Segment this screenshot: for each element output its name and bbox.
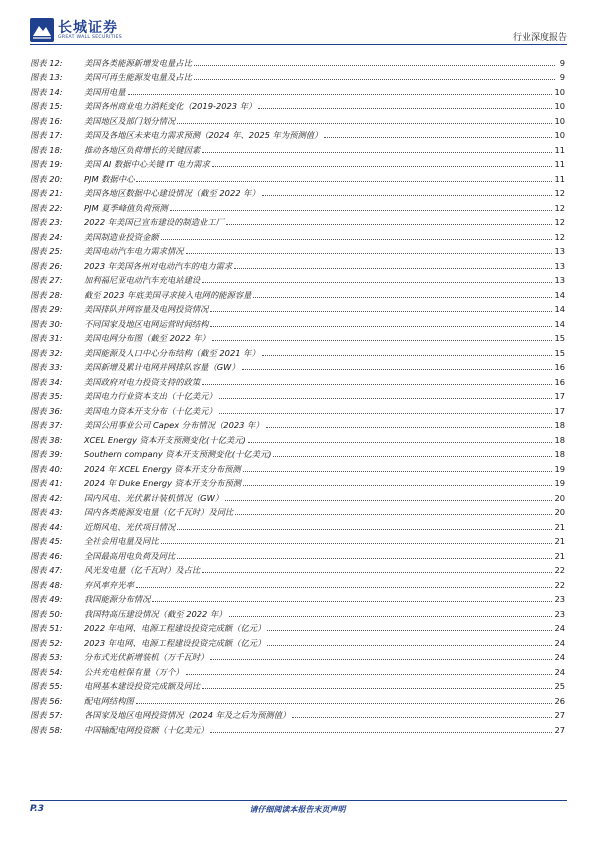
toc-entry[interactable]: [30, 184, 565, 199]
company-logo: [30, 17, 160, 45]
toc-entry-page: 18: [554, 420, 565, 430]
toc-entry-page: 24: [554, 652, 565, 662]
toc-dot-leader: [242, 369, 553, 370]
toc-entry-title: 电网基本建设投资完成额及同比: [84, 681, 201, 691]
toc-entry[interactable]: [30, 619, 565, 634]
toc-entry-page: 11: [554, 144, 565, 155]
toc-entry[interactable]: [30, 53, 565, 68]
toc-entry-label: 图表 50:: [30, 608, 63, 619]
toc-dot-leader: [266, 427, 553, 428]
toc-entry-title: 推动各地区负荷增长的关键因素: [84, 144, 201, 155]
toc-entry-page: 14: [554, 289, 565, 300]
toc-entry[interactable]: [30, 633, 565, 648]
toc-entry-title: 美国政府对电力投资支持的政策: [84, 376, 201, 387]
toc-dot-leader: [267, 630, 552, 631]
toc-entry-page: 24: [554, 666, 565, 677]
toc-entry-page: 20: [554, 507, 565, 517]
toc-entry-page: 13: [554, 260, 565, 271]
toc-entry-title: 2022 年美国已宣布建设的制造业工厂: [84, 217, 224, 227]
toc-entry-title: 美国可再生能源发电量及占比: [84, 72, 192, 82]
toc-entry-label: 图表 18:: [30, 144, 63, 155]
toc-entry-label: 图表 30:: [30, 318, 63, 329]
toc-entry[interactable]: [30, 68, 565, 83]
toc-entry-label: 图表 46:: [30, 550, 63, 561]
toc-dot-leader: [136, 587, 553, 588]
toc-entry-title: 美国及各地区未来电力需求预测（2024 年、2025 年为预测值）: [84, 130, 323, 140]
toc-entry-title: 分布式光伏新增装机（万千瓦时）: [84, 652, 209, 662]
toc-entry[interactable]: [30, 677, 565, 692]
toc-entry-page: 14: [554, 318, 565, 329]
toc-entry-label: 图表 12:: [30, 57, 63, 68]
toc-entry-title: 我国特高压建设情况（截至 2022 年）: [84, 608, 227, 619]
toc-entry-page: 11: [554, 173, 565, 184]
toc-entry-title: 美国电网分布图（截至 2022 年）: [84, 333, 210, 343]
toc-entry-page: 12: [554, 231, 565, 242]
toc-dot-leader: [210, 326, 552, 327]
header-divider: [30, 44, 567, 45]
toc-entry[interactable]: [30, 561, 565, 576]
toc-entry[interactable]: [30, 271, 565, 286]
toc-entry-page: 15: [554, 347, 565, 358]
toc-entry-page: 21: [554, 536, 565, 546]
toc-entry-label: 图表 16:: [30, 115, 63, 126]
toc-entry-page: 9: [559, 57, 565, 68]
toc-entry-page: 11: [554, 159, 565, 169]
toc-entry[interactable]: [30, 387, 565, 402]
toc-entry-label: 图表 49:: [30, 594, 63, 604]
logo-text-en: GREAT WALL SECURITIES: [58, 35, 122, 40]
toc-entry-page: 21: [554, 550, 565, 561]
toc-entry-label: 图表 52:: [30, 637, 63, 648]
toc-entry-title: 风光发电量（亿千瓦时）及占比: [84, 565, 201, 575]
toc-entry[interactable]: [30, 256, 565, 271]
toc-entry[interactable]: [30, 198, 565, 213]
toc-dot-leader: [210, 659, 552, 660]
toc-dot-leader: [229, 616, 553, 617]
toc-entry-page: 20: [554, 492, 565, 503]
toc-entry-label: 图表 24:: [30, 231, 63, 242]
toc-dot-leader: [136, 703, 553, 704]
toc-entry-page: 10: [554, 86, 565, 97]
toc-dot-leader: [324, 137, 552, 138]
toc-entry-title: PJM 数据中心: [84, 173, 135, 184]
toc-entry-label: 图表 48:: [30, 579, 63, 590]
toc-entry-page: 12: [554, 188, 565, 198]
toc-entry-title: 全国最高用电负荷及同比: [84, 550, 176, 561]
toc-entry-label: 图表 51:: [30, 623, 63, 633]
toc-entry-label: 图表 42:: [30, 492, 63, 503]
toc-entry-title: 美国电力资本开支分布（十亿美元）: [84, 405, 217, 416]
toc-entry-title: 美国电动汽车电力需求情况: [84, 246, 184, 256]
toc-dot-leader: [128, 94, 553, 95]
toc-entry-label: 图表 45:: [30, 536, 63, 546]
toc-entry-page: 19: [554, 478, 565, 488]
toc-entry-title: 美国地区及部门划分情况: [84, 115, 176, 126]
toc-entry-label: 图表 26:: [30, 260, 63, 271]
toc-entry-label: 图表 28:: [30, 289, 63, 300]
toc-dot-leader: [253, 297, 552, 298]
toc-entry-label: 图表 34:: [30, 376, 63, 387]
toc-entry[interactable]: [30, 242, 565, 257]
toc-entry-title: 全社会用电量及同比: [84, 536, 159, 546]
toc-entry-label: 图表 21:: [30, 188, 63, 198]
toc-entry-title: 各国家及地区电网投资情况（2024 年及之后为预测值）: [84, 710, 291, 720]
toc-entry-title: 美国排队并网容量及电网投资情况: [84, 304, 209, 314]
toc-dot-leader: [210, 311, 552, 312]
toc-entry-label: 图表 22:: [30, 202, 63, 213]
toc-entry-title: 截至 2023 年底美国寻求接入电网的能源容量: [84, 289, 252, 300]
toc-entry-page: 23: [554, 594, 565, 604]
toc-entry[interactable]: [30, 706, 565, 721]
logo-text-cn: 长城证券: [58, 20, 118, 36]
toc-entry-page: 17: [554, 405, 565, 416]
toc-entry-title: 弃风率弃光率: [84, 579, 134, 590]
toc-entry-page: 22: [554, 565, 565, 575]
toc-entry[interactable]: [30, 314, 565, 329]
toc-entry-title: 美国 AI 数据中心关键 IT 电力需求: [84, 159, 210, 169]
toc-entry-label: 图表 25:: [30, 246, 63, 256]
toc-entry-page: 12: [554, 217, 565, 227]
toc-entry-label: 图表 13:: [30, 72, 63, 82]
toc-entry[interactable]: [30, 126, 565, 141]
toc-entry-page: 10: [554, 115, 565, 126]
toc-dot-leader: [136, 181, 552, 182]
toc-dot-leader: [235, 514, 552, 515]
toc-entry-title: 2023 年电网、电源工程建设投资完成额（亿元）: [84, 637, 266, 648]
toc-entry-page: 26: [554, 695, 565, 706]
toc-entry[interactable]: [30, 227, 565, 242]
toc-entry-title: 美国用电量: [84, 86, 126, 97]
toc-entry-label: 图表 15:: [30, 101, 63, 111]
toc-entry-label: 图表 40:: [30, 463, 63, 474]
toc-entry-label: 图表 35:: [30, 391, 63, 401]
toc-entry-label: 图表 56:: [30, 695, 63, 706]
toc-entry[interactable]: [30, 720, 565, 735]
toc-entry-title: XCEL Energy 资本开支预测变化(十亿美元): [84, 434, 246, 445]
toc-entry[interactable]: [30, 285, 565, 300]
toc-entry[interactable]: [30, 604, 565, 619]
toc-entry-title: 中国输配电网投资额（十亿美元）: [84, 724, 209, 735]
toc-entry-page: 16: [554, 376, 565, 387]
toc-entry-title: 美国制造业投资金额: [84, 231, 159, 242]
toc-entry[interactable]: [30, 300, 565, 315]
toc-dot-leader: [212, 166, 553, 167]
toc-entry-page: 10: [554, 130, 565, 140]
toc-entry-page: 27: [554, 710, 565, 720]
toc-entry-page: 12: [554, 202, 565, 213]
toc-dot-leader: [170, 210, 553, 211]
toc-dot-leader: [152, 601, 552, 602]
toc-entry[interactable]: [30, 691, 565, 706]
toc-entry-label: 图表 39:: [30, 449, 63, 459]
toc-dot-leader: [292, 717, 552, 718]
toc-dot-leader: [219, 398, 553, 399]
toc-dot-leader: [273, 456, 552, 457]
toc-entry[interactable]: [30, 503, 565, 518]
toc-entry-title: 配电网结构图: [84, 695, 134, 706]
toc-entry[interactable]: [30, 213, 565, 228]
toc-entry-title: 美国新增及累计电网并网排队容量（GW）: [84, 362, 240, 372]
toc-entry-title: 美国各类能源新增发电量占比: [84, 57, 192, 68]
toc-dot-leader: [267, 645, 552, 646]
toc-dot-leader: [194, 65, 555, 66]
toc-entry[interactable]: [30, 343, 565, 358]
toc-entry-label: 图表 14:: [30, 86, 63, 97]
toc-entry-title: Southern company 资本开支预测变化(十亿美元): [84, 449, 272, 459]
toc-entry-page: 10: [554, 101, 565, 111]
toc-entry-title: 美国公用事业公司 Capex 分布情况（2023 年）: [84, 420, 264, 430]
toc-entry-label: 图表 58:: [30, 724, 63, 735]
toc-dot-leader: [262, 355, 553, 356]
toc-entry-title: 不同国家及地区电网运营时间结构: [84, 318, 209, 329]
toc-entry[interactable]: [30, 155, 565, 170]
toc-entry-title: 2024 年 Duke Energy 资本开支分布预测: [84, 478, 242, 488]
toc-entry-title: 美国电力行业资本支出（十亿美元）: [84, 391, 217, 401]
toc-entry-page: 13: [554, 275, 565, 285]
toc-dot-leader: [243, 485, 552, 486]
toc-entry-label: 图表 36:: [30, 405, 63, 416]
toc-entry-page: 9: [559, 72, 565, 82]
toc-entry[interactable]: [30, 82, 565, 97]
toc-dot-leader: [210, 732, 552, 733]
toc-entry-page: 24: [554, 637, 565, 648]
toc-entry[interactable]: [30, 329, 565, 344]
page-header: [30, 17, 567, 47]
footer-divider: [30, 800, 567, 801]
toc-entry-label: 图表 43:: [30, 507, 63, 517]
page-number: P.3: [30, 804, 44, 814]
toc-entry-label: 图表 19:: [30, 159, 63, 169]
toc-entry[interactable]: [30, 532, 565, 547]
toc-entry-label: 图表 57:: [30, 710, 63, 720]
toc-entry-page: 24: [554, 623, 565, 633]
toc-entry-label: 图表 41:: [30, 478, 63, 488]
report-type-label: 行业深度报告: [512, 33, 567, 43]
toc-entry-page: 17: [554, 391, 565, 401]
toc-dot-leader: [161, 239, 553, 240]
toc-entry[interactable]: [30, 648, 565, 663]
toc-entry-page: 19: [554, 463, 565, 474]
toc-entry-title: 美国能源及人口中心分布结构（截至 2021 年）: [84, 347, 260, 358]
toc-entry-page: 21: [554, 521, 565, 532]
toc-dot-leader: [219, 413, 553, 414]
toc-entry[interactable]: [30, 140, 565, 155]
toc-dot-leader: [161, 543, 553, 544]
toc-entry-title: PJM 夏季峰值负荷预测: [84, 202, 168, 213]
toc-entry[interactable]: [30, 416, 565, 431]
toc-entry-title: 国内各类能源发电量（亿千瓦时）及同比: [84, 507, 234, 517]
toc-dot-leader: [202, 384, 552, 385]
toc-entry-label: 图表 47:: [30, 565, 63, 575]
toc-dot-leader: [234, 268, 552, 269]
toc-entry-label: 图表 23:: [30, 217, 63, 227]
toc-dot-leader: [202, 688, 552, 689]
toc-entry-page: 18: [554, 434, 565, 445]
toc-entry[interactable]: [30, 474, 565, 489]
toc-entry[interactable]: [30, 488, 565, 503]
toc-entry[interactable]: [30, 430, 565, 445]
toc-entry[interactable]: [30, 546, 565, 561]
toc-dot-leader: [177, 123, 552, 124]
toc-entry-title: 加利福尼亚电动汽车充电站建设: [84, 275, 201, 285]
toc-entry-label: 图表 37:: [30, 420, 63, 430]
toc-dot-leader: [202, 152, 552, 153]
disclaimer-note: 请仔细阅读本报告末页声明: [249, 805, 346, 814]
toc-entry-label: 图表 54:: [30, 666, 63, 677]
toc-dot-leader: [202, 282, 552, 283]
toc-entry-page: 14: [554, 304, 565, 314]
toc-entry-title: 美国各地区数据中心建设情况（截至 2022 年）: [84, 188, 260, 198]
toc-entry-title: 我国能源分布情况: [84, 594, 151, 604]
toc-entry-page: 18: [554, 449, 565, 459]
toc-entry[interactable]: [30, 575, 565, 590]
toc-entry-label: 图表 33:: [30, 362, 63, 372]
toc-entry-label: 图表 17:: [30, 130, 63, 140]
toc-dot-leader: [226, 224, 553, 225]
toc-entry-label: 图表 31:: [30, 333, 63, 343]
toc-entry-page: 25: [554, 681, 565, 691]
figure-list: [30, 53, 565, 735]
toc-entry-title: 公共充电桩保有量（万个）: [84, 666, 184, 677]
toc-dot-leader: [248, 442, 553, 443]
toc-entry-page: 23: [554, 608, 565, 619]
toc-dot-leader: [243, 471, 553, 472]
toc-dot-leader: [177, 558, 552, 559]
toc-dot-leader: [202, 572, 552, 573]
toc-dot-leader: [212, 340, 552, 341]
toc-entry-label: 图表 55:: [30, 681, 63, 691]
toc-entry[interactable]: [30, 111, 565, 126]
toc-entry[interactable]: [30, 517, 565, 532]
toc-entry-page: 16: [554, 362, 565, 372]
toc-entry-page: 22: [554, 579, 565, 590]
toc-entry[interactable]: [30, 372, 565, 387]
toc-entry-page: 15: [554, 333, 565, 343]
toc-entry[interactable]: [30, 662, 565, 677]
toc-entry-page: 27: [554, 724, 565, 735]
toc-entry[interactable]: [30, 358, 565, 373]
toc-entry-label: 图表 53:: [30, 652, 63, 662]
toc-entry-title: 2023 年美国各州对电动汽车的电力需求: [84, 260, 233, 271]
toc-dot-leader: [177, 529, 552, 530]
toc-entry[interactable]: [30, 590, 565, 605]
toc-dot-leader: [186, 253, 553, 254]
toc-entry-title: 近期风电、光伏项目情况: [84, 521, 176, 532]
toc-entry-label: 图表 27:: [30, 275, 63, 285]
toc-entry-title: 2022 年电网、电源工程建设投资完成额（亿元）: [84, 623, 266, 633]
toc-entry-label: 图表 32:: [30, 347, 63, 358]
toc-dot-leader: [186, 674, 553, 675]
toc-entry[interactable]: [30, 169, 565, 184]
toc-entry-page: 13: [554, 246, 565, 256]
toc-dot-leader: [258, 108, 552, 109]
toc-entry-label: 图表 20:: [30, 173, 63, 184]
toc-entry-label: 图表 38:: [30, 434, 63, 445]
toc-entry[interactable]: [30, 401, 565, 416]
toc-dot-leader: [194, 79, 555, 80]
toc-entry-title: 2024 年 XCEL Energy 资本开支分布预测: [84, 463, 241, 474]
toc-entry-title: 美国各州商业电力消耗变化（2019-2023 年）: [84, 101, 257, 111]
great-wall-logo-icon: [30, 18, 54, 42]
toc-dot-leader: [262, 195, 553, 196]
toc-entry[interactable]: [30, 97, 565, 112]
toc-entry[interactable]: [30, 445, 565, 460]
toc-entry-title: 国内风电、光伏累计装机情况（GW）: [84, 492, 224, 503]
toc-entry-label: 图表 44:: [30, 521, 63, 532]
toc-dot-leader: [225, 500, 552, 501]
toc-entry-label: 图表 29:: [30, 304, 63, 314]
toc-entry[interactable]: [30, 459, 565, 474]
